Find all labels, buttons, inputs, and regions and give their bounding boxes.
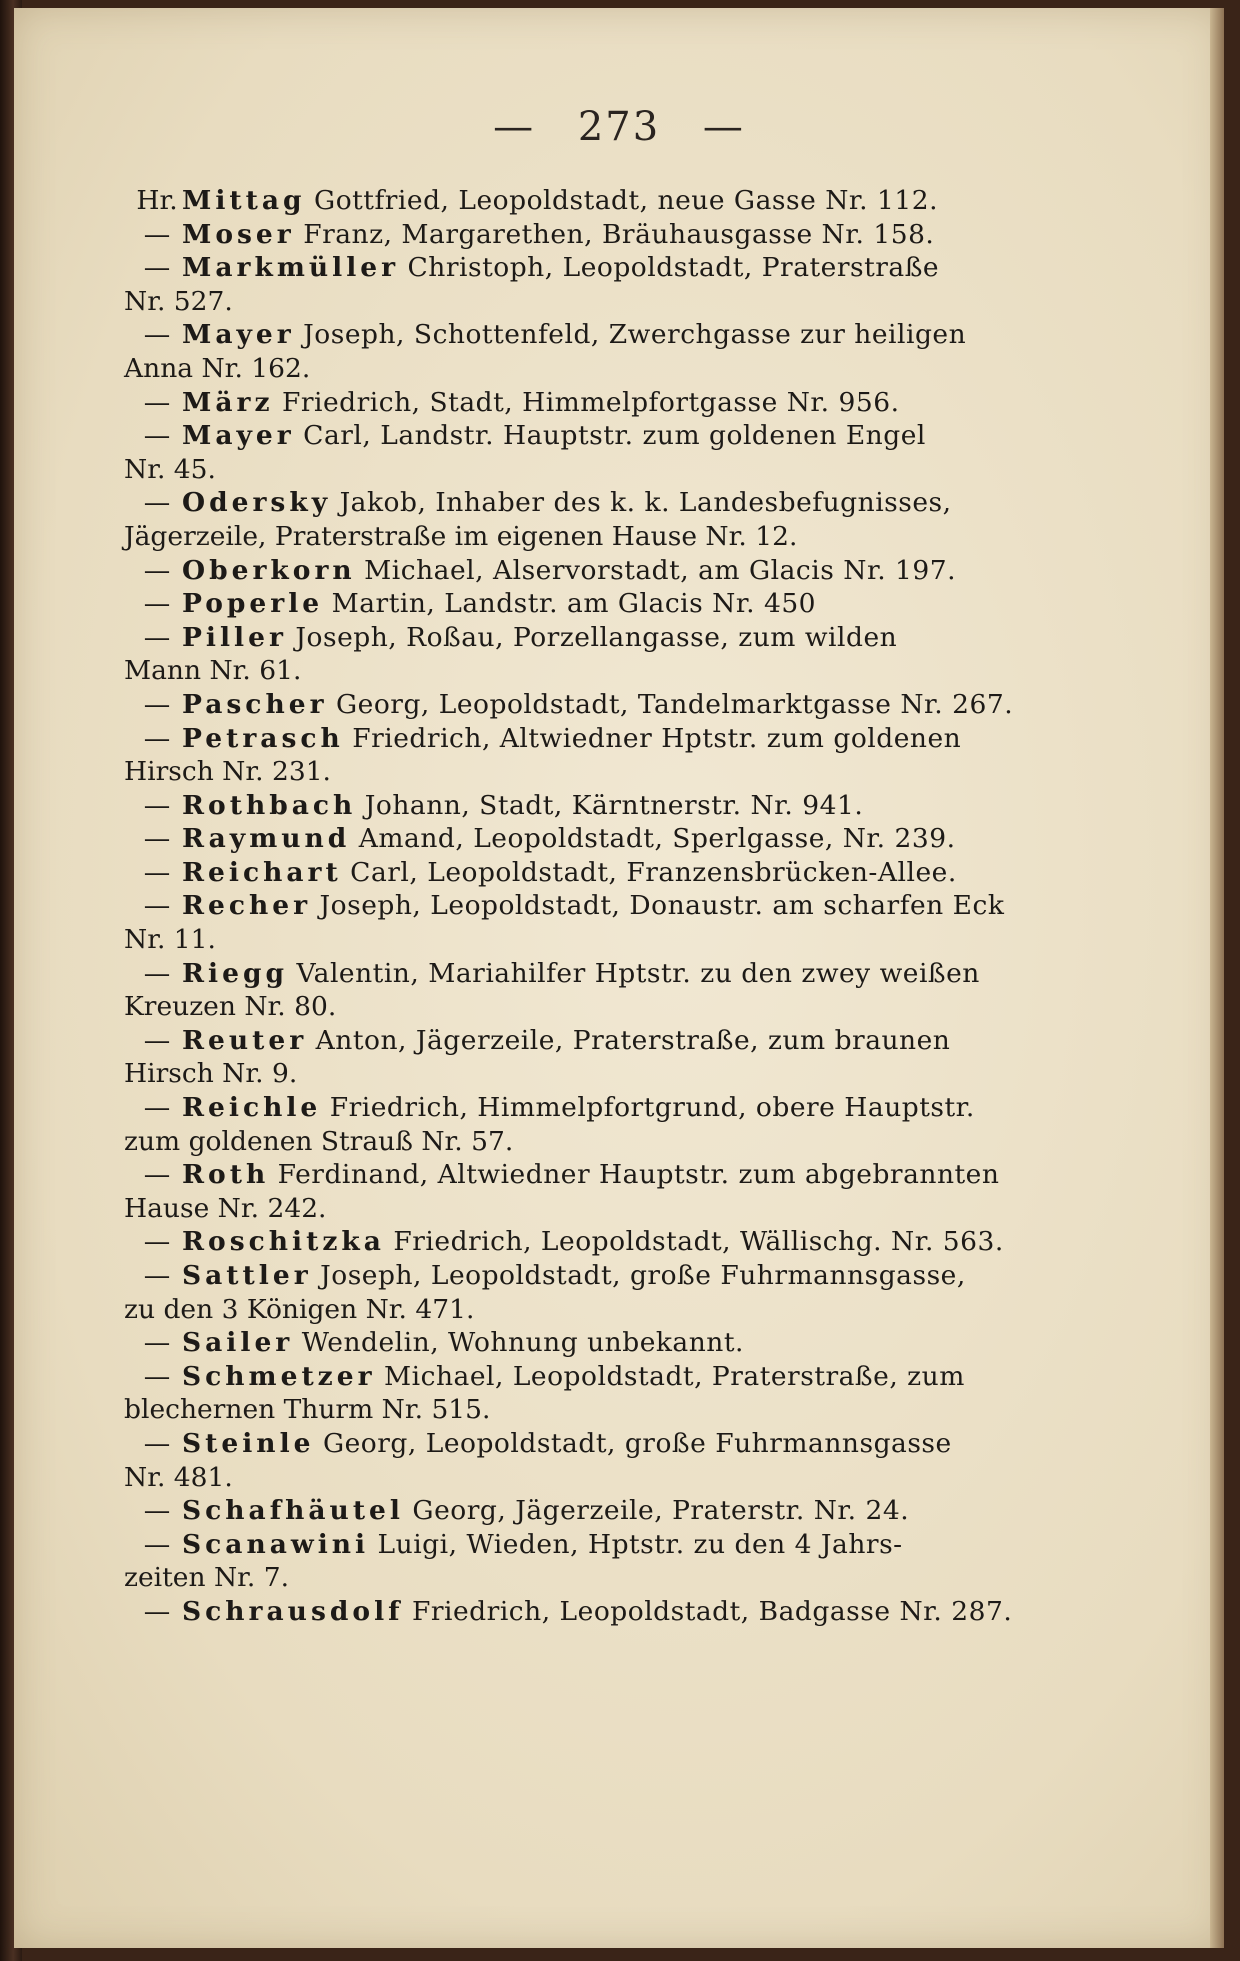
entry-surname: Recher: [182, 890, 312, 922]
entry-details: Ferdinand, Altwiedner Hauptstr. zum abgebrannten: [277, 1159, 1000, 1191]
entry-marker: —: [143, 588, 171, 620]
entry-surname: Sattler: [182, 1260, 312, 1291]
entry-marker: —: [143, 1528, 171, 1560]
directory-entry: [124, 957, 1084, 1024]
entry-continuation: zeiten Nr. 7.: [124, 1562, 290, 1594]
entry-details: Friedrich, Leopoldstadt, Badgasse Nr. 287.: [411, 1595, 1013, 1627]
directory-entry: [124, 1225, 1084, 1259]
directory-entry: [124, 1024, 1084, 1091]
entry-surname: Riegg: [182, 957, 289, 989]
entry-continuation: Mann Nr. 61.: [124, 655, 302, 687]
directory-entry: [124, 856, 1084, 890]
directory-entry: [124, 251, 1084, 318]
entry-details: Amand, Leopoldstadt, Sperlgasse, Nr. 239.: [358, 823, 956, 855]
directory-entry: [124, 688, 1084, 722]
entry-surname: Scanawini: [182, 1528, 370, 1560]
entry-marker: —: [143, 890, 171, 922]
entry-details: Joseph, Leopoldstadt, Donaustr. am scharfen Eck: [319, 890, 1005, 922]
directory-entry: [124, 486, 1084, 553]
directory-entry: [124, 1494, 1084, 1528]
entry-details: Martin, Landstr. am Glacis Nr. 450: [331, 588, 817, 620]
entry-details: Joseph, Schottenfeld, Zwerchgasse zur heiligen: [303, 319, 967, 351]
page-edge: [1210, 8, 1224, 1948]
entry-details: Anton, Jägerzeile, Praterstraße, zum braunen: [315, 1024, 951, 1056]
entry-surname: Schmetzer: [182, 1360, 376, 1392]
directory-entries: [124, 184, 1084, 1629]
entry-surname: Roschitzka: [182, 1226, 385, 1258]
entry-details: Gottfried, Leopoldstadt, neue Gasse Nr. 112.: [314, 185, 938, 216]
directory-entry: [124, 1259, 1084, 1326]
entry-details: Michael, Leopoldstadt, Praterstraße, zum: [384, 1360, 965, 1392]
entry-details: Luigi, Wieden, Hptstr. zu den 4 Jahrs-: [377, 1528, 903, 1560]
entry-marker: —: [143, 487, 171, 519]
directory-entry: [124, 1091, 1084, 1158]
entry-details: Jakob, Inhaber des k. k. Landesbefugnisses,: [339, 487, 952, 519]
entry-marker: —: [143, 1226, 171, 1258]
entry-details: Carl, Landstr. Hauptstr. zum goldenen Engel: [303, 420, 926, 452]
header-dash-right: —: [702, 104, 745, 150]
entry-marker: —: [143, 319, 171, 351]
entry-surname: Pascher: [182, 688, 328, 720]
entry-surname: Markmüller: [182, 252, 400, 284]
directory-entry: [124, 1326, 1084, 1360]
directory-entry: [124, 184, 1084, 218]
entry-details: Joseph, Roßau, Porzellangasse, zum wilden: [295, 621, 898, 653]
entry-surname: Odersky: [182, 487, 332, 519]
entry-continuation: zu den 3 Königen Nr. 471.: [124, 1293, 475, 1325]
entry-surname: Roth: [182, 1159, 270, 1191]
directory-entry: [124, 419, 1084, 486]
entry-continuation: Nr. 527.: [124, 285, 233, 317]
entry-details: Friedrich, Leopoldstadt, Wällischg. Nr. 563.: [393, 1226, 1004, 1258]
directory-entry: [124, 1528, 1084, 1595]
entry-marker: —: [143, 823, 171, 855]
entry-details: Friedrich, Altwiedner Hptstr. zum goldenen: [352, 722, 962, 754]
entry-details: Friedrich, Himmelpfortgrund, obere Hauptstr.: [329, 1092, 975, 1124]
entry-marker: —: [143, 1360, 171, 1392]
entry-surname: Schafhäutel: [182, 1495, 404, 1527]
directory-entry: [124, 386, 1084, 420]
entry-marker: —: [143, 1260, 171, 1291]
entry-marker: —: [143, 554, 171, 586]
entry-details: Wendelin, Wohnung unbekannt.: [301, 1327, 744, 1359]
directory-entry: [124, 1158, 1084, 1225]
entry-surname: Reichle: [182, 1092, 322, 1124]
entry-continuation: Jägerzeile, Praterstraße im eigenen Hause Nr. 12.: [124, 520, 798, 552]
entry-marker: —: [143, 957, 171, 989]
directory-entry: [124, 889, 1084, 956]
entry-details: Johann, Stadt, Kärntnerstr. Nr. 941.: [364, 789, 864, 821]
entry-details: Christoph, Leopoldstadt, Praterstraße: [407, 252, 940, 284]
directory-entry: [124, 1427, 1084, 1494]
entry-marker: —: [143, 420, 171, 452]
entry-continuation: Nr. 481.: [124, 1461, 233, 1493]
entry-details: Georg, Jägerzeile, Praterstr. Nr. 24.: [412, 1495, 910, 1527]
entry-surname: Reuter: [182, 1024, 308, 1056]
entry-marker: —: [143, 1595, 171, 1627]
directory-entry: [124, 218, 1084, 252]
directory-entry: [124, 822, 1084, 856]
entry-surname: März: [182, 386, 274, 418]
entry-continuation: Nr. 11.: [124, 924, 216, 956]
entry-surname: Mittag: [182, 185, 306, 216]
directory-entry: [124, 789, 1084, 823]
entry-details: Carl, Leopoldstadt, Franzensbrücken-Allee.: [350, 856, 957, 888]
entry-details: Franz, Margarethen, Bräuhausgasse Nr. 158.: [303, 218, 935, 250]
entry-marker: —: [143, 1092, 171, 1124]
entry-continuation: Hirsch Nr. 231.: [124, 756, 331, 788]
entry-marker: —: [143, 1159, 171, 1191]
entry-surname: Moser: [182, 218, 295, 250]
entry-marker: —: [143, 722, 171, 754]
entry-marker: —: [143, 252, 171, 284]
entry-surname: Steinle: [182, 1427, 315, 1459]
entry-details: Michael, Alservorstadt, am Glacis Nr. 197.: [364, 554, 957, 586]
entry-marker: —: [143, 1024, 171, 1056]
entry-continuation: Nr. 45.: [124, 453, 216, 485]
entry-details: Friedrich, Stadt, Himmelpfortgasse Nr. 956.: [281, 386, 900, 418]
entry-marker: —: [143, 688, 171, 720]
entry-surname: Petrasch: [182, 722, 344, 754]
page-number: 273: [577, 104, 661, 150]
entry-details: Valentin, Mariahilfer Hptstr. zu den zwey weißen: [296, 957, 980, 989]
entry-continuation: Kreuzen Nr. 80.: [124, 991, 337, 1023]
entry-marker: —: [143, 1495, 171, 1527]
entry-surname: Sailer: [182, 1327, 294, 1359]
directory-entry: [124, 1595, 1084, 1629]
entry-marker: —: [143, 856, 171, 888]
entry-surname: Rothbach: [182, 789, 357, 821]
entry-details: Joseph, Leopoldstadt, große Fuhrmannsgasse,: [320, 1260, 966, 1291]
entry-continuation: Hause Nr. 242.: [124, 1192, 327, 1224]
entry-marker: —: [143, 789, 171, 821]
entry-surname: Oberkorn: [182, 554, 356, 586]
entry-marker: —: [143, 1427, 171, 1459]
page-header: [14, 104, 1224, 150]
directory-entry: [124, 1360, 1084, 1427]
entry-continuation: blechernen Thurm Nr. 515.: [124, 1394, 491, 1426]
entry-details: Georg, Leopoldstadt, große Fuhrmannsgasse: [322, 1427, 952, 1459]
entry-surname: Schrausdolf: [182, 1595, 404, 1627]
entry-marker: —: [143, 218, 171, 250]
book-page: [14, 8, 1224, 1948]
entry-surname: Poperle: [182, 588, 324, 620]
entry-marker: —: [143, 621, 171, 653]
entry-surname: Mayer: [182, 319, 295, 351]
entry-details: Georg, Leopoldstadt, Tandelmarktgasse Nr. 267.: [335, 688, 1014, 720]
directory-entry: [124, 587, 1084, 621]
entry-continuation: Hirsch Nr. 9.: [124, 1058, 298, 1090]
entry-continuation: Anna Nr. 162.: [124, 352, 311, 384]
header-dash-left: —: [493, 104, 536, 150]
entry-surname: Piller: [182, 621, 287, 653]
entry-surname: Raymund: [182, 823, 351, 855]
entry-marker: —: [143, 1327, 171, 1359]
directory-entry: [124, 554, 1084, 588]
entry-surname: Reichart: [182, 856, 342, 888]
directory-entry: [124, 621, 1084, 688]
entry-surname: Mayer: [182, 420, 295, 452]
entry-continuation: zum goldenen Strauß Nr. 57.: [124, 1125, 514, 1157]
entry-marker: Hr.: [136, 185, 178, 216]
directory-entry: [124, 318, 1084, 385]
directory-entry: [124, 722, 1084, 789]
entry-marker: —: [143, 386, 171, 418]
